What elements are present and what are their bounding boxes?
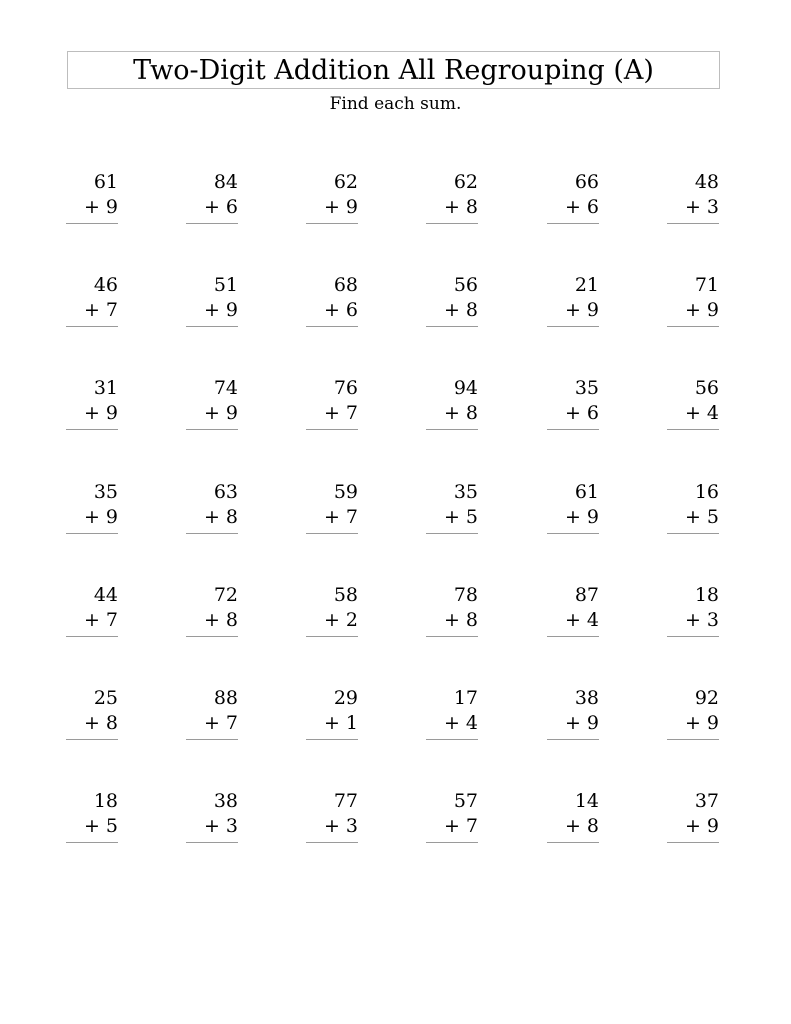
- second-addend: + 9: [564, 712, 599, 734]
- first-addend: 37: [694, 790, 719, 812]
- addition-problem: [186, 171, 238, 231]
- first-addend: 74: [213, 377, 238, 399]
- first-addend: 48: [694, 171, 719, 193]
- first-addend: 18: [694, 584, 719, 606]
- answer-line: [186, 326, 238, 327]
- answer-line: [426, 326, 478, 327]
- answer-line: [426, 429, 478, 430]
- answer-line: [66, 533, 118, 534]
- answer-line: [306, 636, 358, 637]
- addition-problem: [547, 481, 599, 541]
- addition-problem: [186, 274, 238, 334]
- first-addend: 18: [93, 790, 118, 812]
- first-addend: 56: [453, 274, 478, 296]
- second-addend: + 5: [83, 815, 118, 837]
- second-addend: + 3: [203, 815, 238, 837]
- answer-line: [667, 326, 719, 327]
- first-addend: 17: [453, 687, 478, 709]
- second-addend: + 9: [684, 299, 719, 321]
- answer-line: [547, 842, 599, 843]
- addition-problem: [306, 481, 358, 541]
- addition-problem: [426, 687, 478, 747]
- second-addend: + 8: [203, 506, 238, 528]
- second-addend: + 2: [323, 609, 358, 631]
- second-addend: + 6: [564, 196, 599, 218]
- answer-line: [66, 739, 118, 740]
- answer-line: [186, 533, 238, 534]
- addition-problem: [426, 790, 478, 850]
- worksheet-title: Two-Digit Addition All Regrouping (A): [133, 54, 654, 86]
- second-addend: + 7: [83, 299, 118, 321]
- second-addend: + 8: [83, 712, 118, 734]
- answer-line: [426, 636, 478, 637]
- answer-line: [426, 739, 478, 740]
- first-addend: 44: [93, 584, 118, 606]
- first-addend: 58: [333, 584, 358, 606]
- answer-line: [547, 636, 599, 637]
- answer-line: [547, 533, 599, 534]
- addition-problem: [186, 377, 238, 437]
- second-addend: + 9: [564, 506, 599, 528]
- second-addend: + 8: [443, 196, 478, 218]
- addition-problem: [66, 377, 118, 437]
- addition-problem: [426, 481, 478, 541]
- addition-problem: [426, 377, 478, 437]
- addition-problem: [186, 584, 238, 644]
- second-addend: + 9: [203, 402, 238, 424]
- addition-problem: [66, 274, 118, 334]
- answer-line: [66, 223, 118, 224]
- answer-line: [306, 842, 358, 843]
- addition-problem: [667, 481, 719, 541]
- second-addend: + 6: [564, 402, 599, 424]
- addition-problem: [306, 377, 358, 437]
- answer-line: [667, 429, 719, 430]
- first-addend: 51: [213, 274, 238, 296]
- addition-problem: [306, 687, 358, 747]
- addition-problem: [667, 171, 719, 231]
- first-addend: 35: [93, 481, 118, 503]
- second-addend: + 8: [443, 299, 478, 321]
- answer-line: [547, 429, 599, 430]
- first-addend: 21: [574, 274, 599, 296]
- addition-problem: [306, 790, 358, 850]
- first-addend: 35: [574, 377, 599, 399]
- second-addend: + 3: [323, 815, 358, 837]
- second-addend: + 9: [323, 196, 358, 218]
- addition-problem: [426, 171, 478, 231]
- answer-line: [66, 429, 118, 430]
- first-addend: 61: [93, 171, 118, 193]
- second-addend: + 8: [443, 402, 478, 424]
- addition-problem: [186, 687, 238, 747]
- second-addend: + 9: [83, 506, 118, 528]
- second-addend: + 8: [564, 815, 599, 837]
- addition-problem: [66, 584, 118, 644]
- second-addend: + 6: [323, 299, 358, 321]
- second-addend: + 1: [323, 712, 358, 734]
- addition-problem: [186, 481, 238, 541]
- second-addend: + 9: [83, 196, 118, 218]
- second-addend: + 8: [443, 609, 478, 631]
- addition-problem: [186, 790, 238, 850]
- addition-problem: [306, 274, 358, 334]
- addition-problem: [547, 274, 599, 334]
- addition-problem: [306, 584, 358, 644]
- second-addend: + 4: [684, 402, 719, 424]
- answer-line: [306, 326, 358, 327]
- addition-problem: [426, 274, 478, 334]
- answer-line: [667, 636, 719, 637]
- answer-line: [426, 533, 478, 534]
- answer-line: [667, 739, 719, 740]
- answer-line: [547, 739, 599, 740]
- answer-line: [667, 533, 719, 534]
- worksheet-instructions: Find each sum.: [329, 94, 462, 114]
- second-addend: + 9: [83, 402, 118, 424]
- first-addend: 62: [333, 171, 358, 193]
- answer-line: [426, 842, 478, 843]
- first-addend: 46: [93, 274, 118, 296]
- answer-line: [186, 223, 238, 224]
- addition-problem: [667, 274, 719, 334]
- addition-problem: [667, 790, 719, 850]
- first-addend: 56: [694, 377, 719, 399]
- second-addend: + 4: [564, 609, 599, 631]
- second-addend: + 7: [83, 609, 118, 631]
- addition-problem: [547, 377, 599, 437]
- second-addend: + 3: [684, 196, 719, 218]
- second-addend: + 7: [203, 712, 238, 734]
- second-addend: + 3: [684, 609, 719, 631]
- answer-line: [186, 739, 238, 740]
- addition-problem: [547, 584, 599, 644]
- answer-line: [186, 429, 238, 430]
- addition-problem: [66, 171, 118, 231]
- first-addend: 57: [453, 790, 478, 812]
- addition-problem: [667, 377, 719, 437]
- first-addend: 16: [694, 481, 719, 503]
- first-addend: 68: [333, 274, 358, 296]
- first-addend: 31: [93, 377, 118, 399]
- first-addend: 66: [574, 171, 599, 193]
- first-addend: 63: [213, 481, 238, 503]
- first-addend: 77: [333, 790, 358, 812]
- second-addend: + 4: [443, 712, 478, 734]
- first-addend: 29: [333, 687, 358, 709]
- first-addend: 87: [574, 584, 599, 606]
- answer-line: [306, 223, 358, 224]
- second-addend: + 6: [203, 196, 238, 218]
- first-addend: 92: [694, 687, 719, 709]
- first-addend: 38: [213, 790, 238, 812]
- second-addend: + 5: [443, 506, 478, 528]
- second-addend: + 7: [323, 402, 358, 424]
- first-addend: 72: [213, 584, 238, 606]
- second-addend: + 9: [203, 299, 238, 321]
- answer-line: [66, 842, 118, 843]
- answer-line: [306, 533, 358, 534]
- addition-problem: [306, 171, 358, 231]
- addition-problem: [426, 584, 478, 644]
- answer-line: [306, 739, 358, 740]
- first-addend: 94: [453, 377, 478, 399]
- answer-line: [667, 223, 719, 224]
- answer-line: [186, 842, 238, 843]
- second-addend: + 9: [684, 815, 719, 837]
- second-addend: + 8: [203, 609, 238, 631]
- answer-line: [66, 636, 118, 637]
- first-addend: 71: [694, 274, 719, 296]
- addition-problem: [547, 171, 599, 231]
- first-addend: 35: [453, 481, 478, 503]
- second-addend: + 5: [684, 506, 719, 528]
- answer-line: [66, 326, 118, 327]
- addition-problem: [667, 687, 719, 747]
- addition-problem: [66, 481, 118, 541]
- first-addend: 38: [574, 687, 599, 709]
- first-addend: 78: [453, 584, 478, 606]
- first-addend: 76: [333, 377, 358, 399]
- addition-problem: [66, 687, 118, 747]
- first-addend: 88: [213, 687, 238, 709]
- answer-line: [667, 842, 719, 843]
- first-addend: 59: [333, 481, 358, 503]
- second-addend: + 7: [323, 506, 358, 528]
- second-addend: + 9: [684, 712, 719, 734]
- second-addend: + 9: [564, 299, 599, 321]
- addition-problem: [66, 790, 118, 850]
- answer-line: [547, 326, 599, 327]
- first-addend: 61: [574, 481, 599, 503]
- addition-problem: [547, 790, 599, 850]
- first-addend: 84: [213, 171, 238, 193]
- answer-line: [426, 223, 478, 224]
- first-addend: 25: [93, 687, 118, 709]
- first-addend: 14: [574, 790, 599, 812]
- answer-line: [306, 429, 358, 430]
- addition-problem: [547, 687, 599, 747]
- first-addend: 62: [453, 171, 478, 193]
- answer-line: [186, 636, 238, 637]
- addition-problem: [667, 584, 719, 644]
- answer-line: [547, 223, 599, 224]
- second-addend: + 7: [443, 815, 478, 837]
